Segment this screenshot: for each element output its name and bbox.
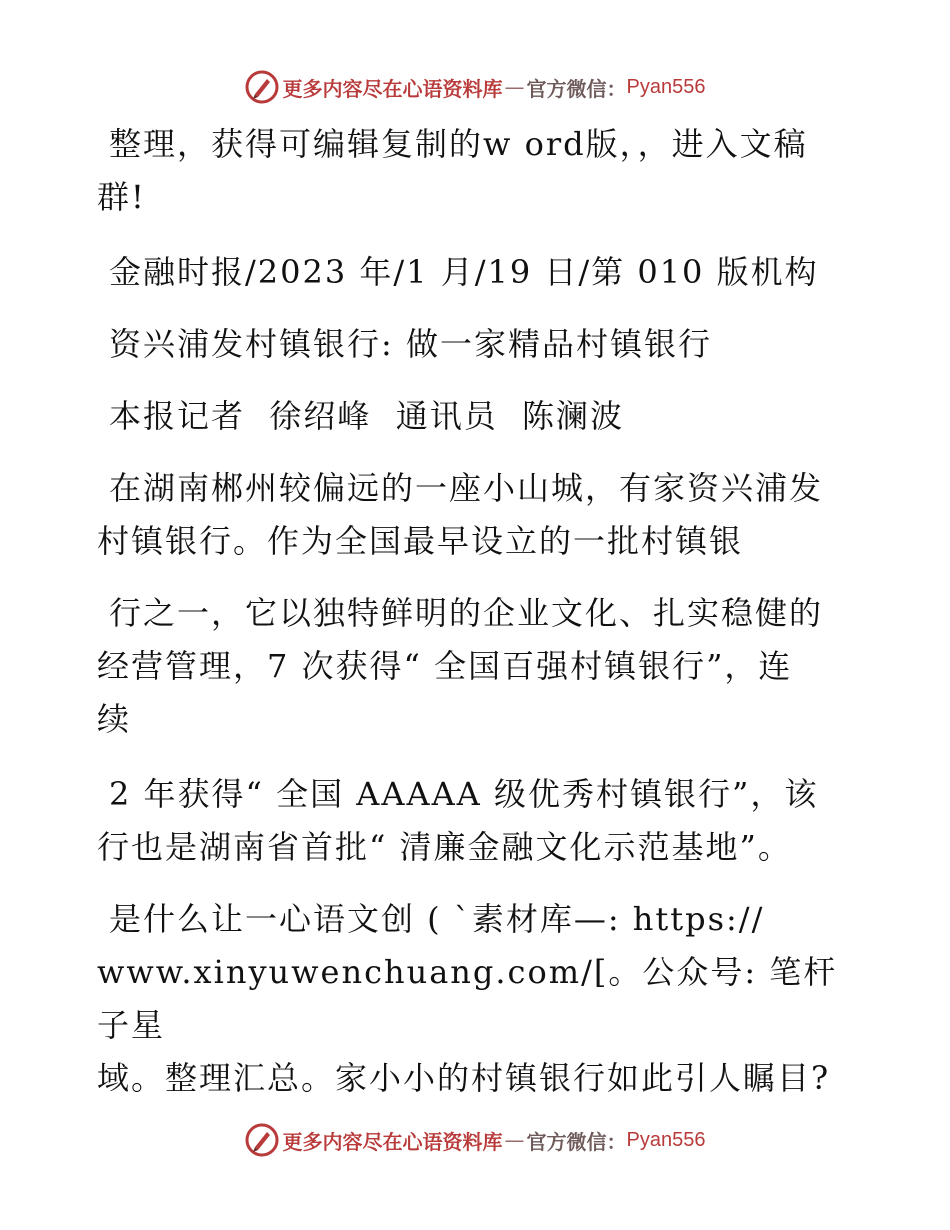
text-line: 村镇银行。作为全国最早设立的一批村镇银	[97, 522, 744, 560]
text-line: 域。整理汇总。家小小的村镇银行如此引人瞩目?	[97, 1059, 831, 1097]
article-title	[97, 318, 842, 371]
banner-wechat-label: 官方微信：	[526, 76, 627, 101]
text-line: 本报记者 徐绍峰 通讯员 陈澜波	[109, 397, 625, 435]
text-line: 整理，获得可编辑复制的w ord版，，进入文稿	[109, 125, 808, 163]
banner-text: 更多内容尽在心语资料库	[282, 76, 503, 101]
text-line: 群!	[97, 178, 146, 216]
banner-wechat-label: 官方微信：	[526, 1129, 627, 1154]
pen-logo-icon	[245, 1123, 279, 1157]
banner-text: 更多内容尽在心语资料库	[282, 1129, 503, 1154]
paragraph-body-3	[97, 768, 842, 874]
paragraph-body-1	[97, 462, 842, 568]
text-line: 经营管理，7 次获得“ 全国百强村镇银行”，连	[97, 647, 793, 685]
text-line: 续	[97, 700, 132, 738]
header-banner	[0, 70, 950, 104]
text-line: 金融时报/2023 年/1 月/19 日/第 010 版机构	[109, 253, 819, 291]
text-line: 2 年获得“ 全国 AAAAA 级优秀村镇银行”，该	[109, 775, 819, 813]
banner-wechat-id: Pyan556	[626, 1128, 706, 1151]
banner-separator: —	[504, 1128, 525, 1152]
document-body	[97, 118, 842, 1105]
paragraph-byline	[97, 390, 842, 443]
paragraph-intro	[97, 118, 842, 224]
banner-separator: —	[504, 75, 525, 99]
text-line: 行之一，它以独特鲜明的企业文化、扎实稳健的	[109, 594, 824, 632]
paragraph-source	[97, 246, 842, 299]
paragraph-body-4	[97, 893, 842, 1105]
text-line: 资兴浦发村镇银行: 做一家精品村镇银行	[109, 325, 712, 363]
pen-logo-icon	[245, 70, 279, 104]
footer-banner	[0, 1123, 950, 1157]
text-line: 是什么让一心语文创 ( `素材库—: https://	[109, 900, 765, 938]
paragraph-body-2	[97, 587, 842, 746]
text-line: www.xinyuwenchuang.com/[。公众号: 笔杆子星	[97, 953, 838, 1044]
text-line: 行也是湖南省首批“ 清廉金融文化示范基地”。	[97, 828, 792, 866]
text-line: 在湖南郴州较偏远的一座小山城，有家资兴浦发	[109, 469, 824, 507]
banner-wechat-id: Pyan556	[626, 75, 706, 98]
